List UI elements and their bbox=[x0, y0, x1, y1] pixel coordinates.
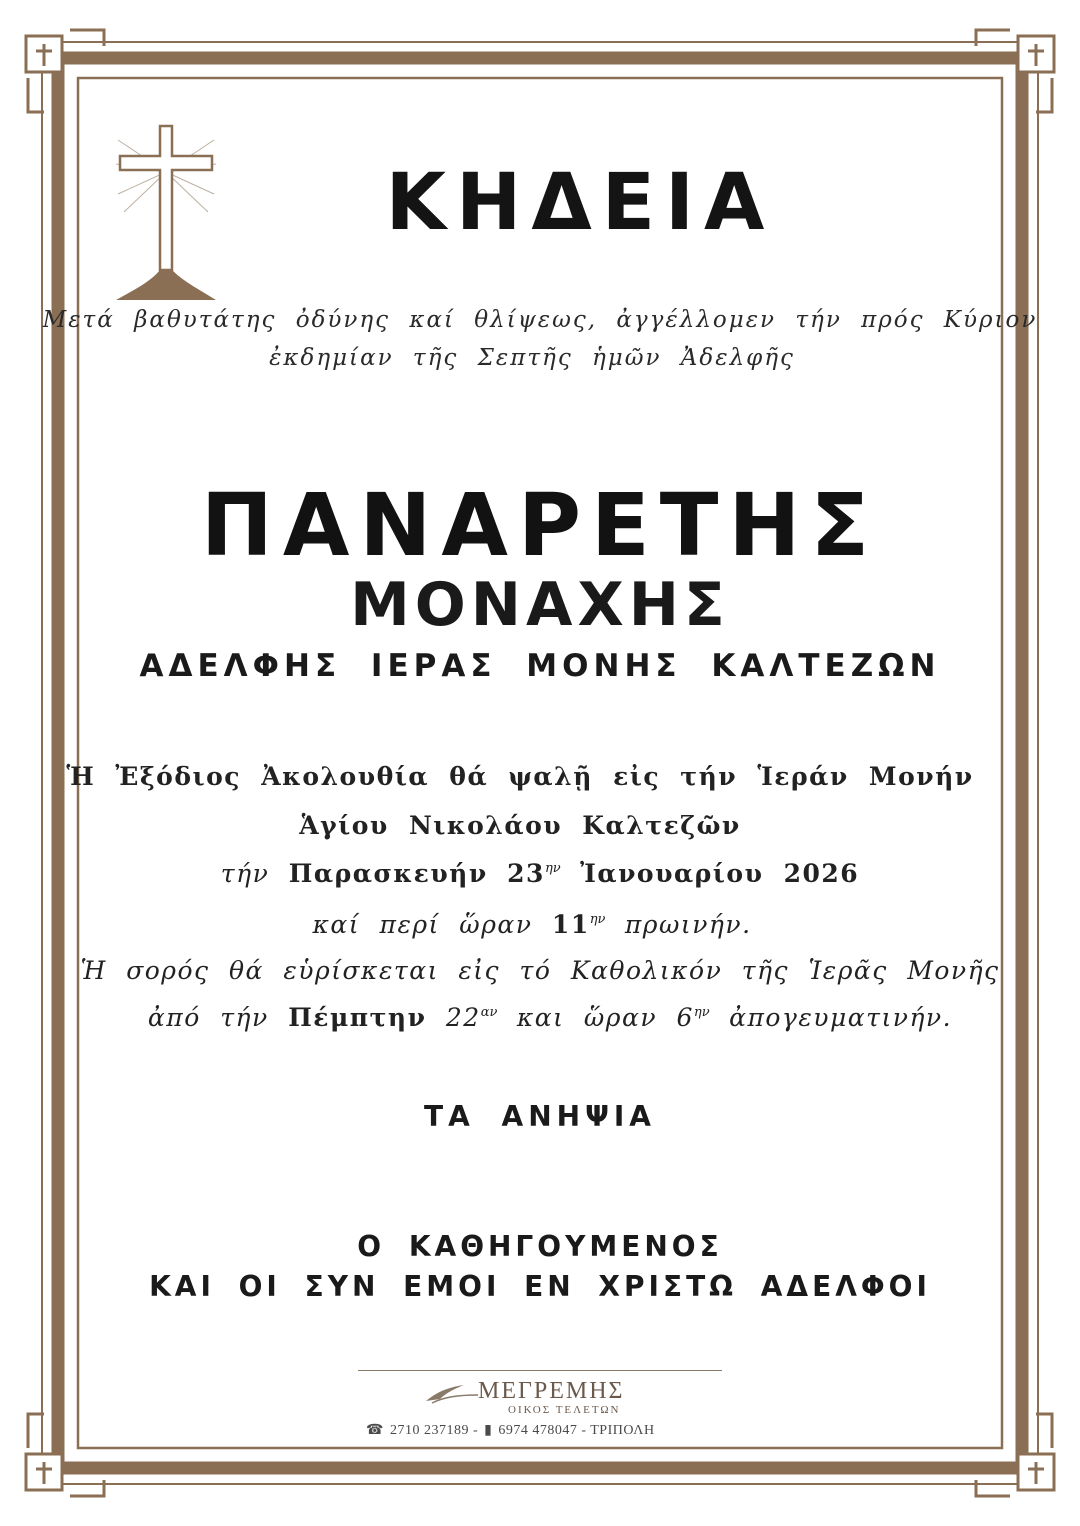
service-line-4: καί περί ὥραν $11^{\eta\nu}$ πρωινήν. bbox=[312, 910, 752, 939]
footer-contact bbox=[366, 1422, 726, 1439]
heading: ΚΗΔΕΙΑ bbox=[385, 158, 775, 248]
phone-number: 2710 237189 - bbox=[389, 1423, 479, 1438]
funeral-home-name: ΜΕΓΡΕΜΗΣ bbox=[478, 1378, 625, 1404]
service-line-2: Ἁγίου Νικολάου Καλτεζῶν bbox=[299, 811, 741, 840]
intro-line-2: ἐκδημίαν τῆς Σεπτῆς ἡμῶν Ἀδελφῆς bbox=[269, 345, 795, 371]
mourners-label: ΤΑ ΑΝΗΨΙΑ bbox=[424, 1100, 656, 1133]
cross-icon bbox=[114, 120, 218, 310]
funeral-home-logo-icon bbox=[424, 1381, 480, 1407]
deceased-name: ΠΑΝΑΡΕΤΗΣ bbox=[200, 476, 880, 576]
mobile-number: 6974 478047 - ΤΡΙΠΟΛΗ bbox=[498, 1423, 655, 1438]
funeral-home-subtitle: ΟΙΚΟΣ ΤΕΛΕΤΩΝ bbox=[508, 1404, 621, 1416]
signature-line-1: Ο ΚΑΘΗΓΟΥΜΕΝΟΣ bbox=[357, 1230, 723, 1263]
service-line-3: τήν Παρασκευήν $23^{\eta\nu}$ Ἰανουαρίου 2026 bbox=[220, 859, 860, 888]
deceased-title: ΜΟΝΑΧΗΣ bbox=[350, 570, 730, 640]
service-line-5: Ἡ σορός θά εὑρίσκεται εἰς τό Καθολικόν τῆς Ἱερᾶς Μονῆς bbox=[80, 956, 1000, 985]
intro-line-1: Μετά βαθυτάτης ὀδύνης καί θλίψεως, ἀγγέλλομεν τήν πρός Κύριον bbox=[42, 307, 1038, 333]
phone-icon: ☎ bbox=[366, 1423, 384, 1438]
service-line-1: Ἡ Ἐξόδιος Ἀκολουθία θά ψαλῇ εἰς τήν Ἱεράν Μονήν bbox=[66, 762, 974, 791]
deceased-affiliation: ΑΔΕΛΦΗΣ ΙΕΡΑΣ ΜΟΝΗΣ ΚΑΛΤΕΖΩΝ bbox=[139, 648, 941, 684]
footer-divider bbox=[358, 1370, 722, 1371]
service-line-6: ἀπό τήν Πέμπτην $22^{\alpha\nu}$ και ὥραν $6^{\eta\nu}$ ἀπογευματινήν. bbox=[147, 1003, 953, 1032]
signature-line-2: ΚΑΙ ΟΙ ΣΥΝ ΕΜΟΙ ΕΝ ΧΡΙΣΤΩ ΑΔΕΛΦΟΙ bbox=[149, 1270, 931, 1303]
mobile-icon: ▮ bbox=[484, 1423, 493, 1438]
